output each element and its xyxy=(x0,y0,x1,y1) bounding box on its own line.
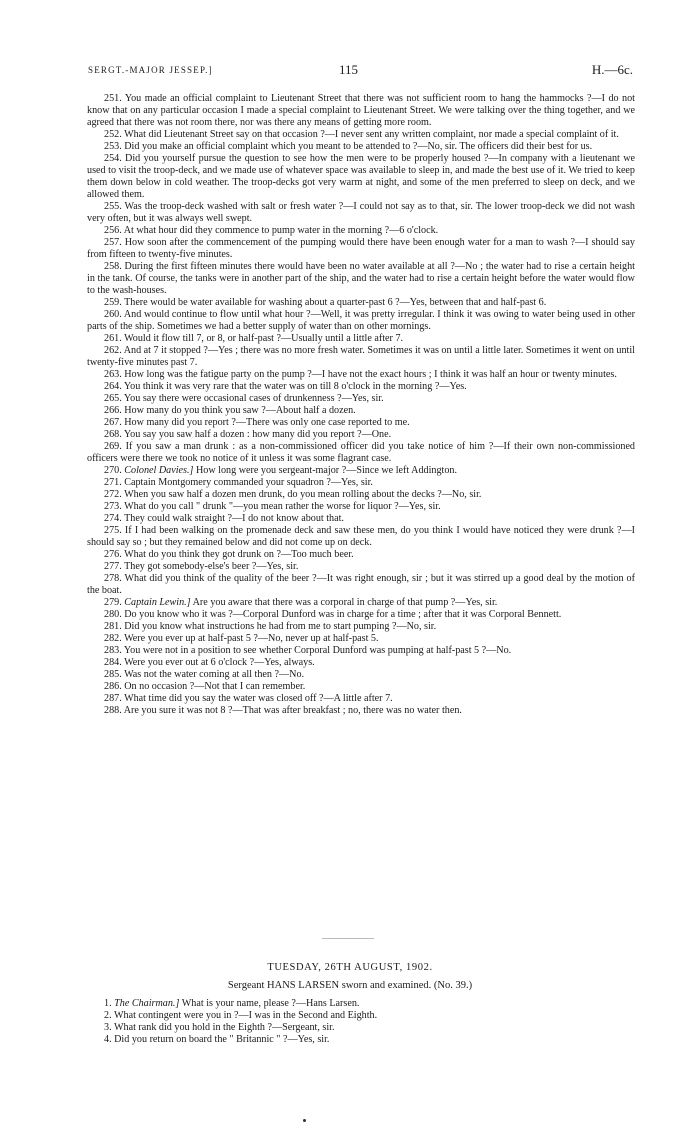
question-265: 265. You say there were occasional cases of drunkenness ?—Yes, sir. xyxy=(104,393,384,404)
question-number: 3. xyxy=(104,1022,112,1033)
question-272: 272. When you saw half a dozen men drunk, do you mean rolling about the decks ?—No, sir. xyxy=(104,489,482,500)
question-280: 280. Do you know who it was ?—Corporal Dunford was in charge for a time ; after that it was Corporal Bennett. xyxy=(104,609,562,620)
question-285: 285. Was not the water coming at all then ?—No. xyxy=(104,669,305,680)
larsen-question-2 xyxy=(104,1010,624,1022)
question-266: 266. How many do you think you saw ?—About half a dozen. xyxy=(104,405,356,416)
larsen-question-1 xyxy=(104,998,624,1010)
question-254: 254. Did you yourself pursue the question to see how the men were to be properly housed ?—In company with a lieutenant we used to visit the troop-deck, and we made use of whatever space was available to sleep in, and made the best use of it. We tried to keep them down below in cold weather. The troop-decks got very warm at night, and some of the men preferred to sleep on deck, and we allowed them. xyxy=(87,153,635,200)
question-279 xyxy=(87,597,635,609)
witness-sworn-line: Sergeant HANS LARSEN sworn and examined. xyxy=(227,980,432,991)
question-261: 261. Would it flow till 7, or 8, or half-past ?—Usually until a little after 7. xyxy=(104,333,404,344)
question-text: What contingent were you in ?—I was in the Second and Eighth. xyxy=(113,1010,378,1021)
question-277: 277. They got somebody-else's beer ?—Yes, sir. xyxy=(104,561,299,572)
witness-heading xyxy=(0,980,700,991)
question-258: 258. During the first fifteen minutes there would have been no water available at all ?—No ; the water had to rise a certain height in the tank. Of course, the tanks were in another part of the ship, and the water had to rise a certain height before the water would flow to the wash-houses. xyxy=(87,261,635,296)
page-mark xyxy=(303,1119,306,1122)
question-275: 275. If I had been walking on the promenade deck and saw these men, do you think I would have noticed they were drunk ?—I should say so ; but they remained below and did not come up on deck. xyxy=(87,525,635,548)
question-256: 256. At what hour did they commence to pump water in the morning ?—6 o'clock. xyxy=(104,225,439,236)
question-text: What rank did you hold in the Eighth ?—Sergeant, sir. xyxy=(113,1022,335,1033)
question-text: Did you return on board the " Britannic " ?—Yes, sir. xyxy=(114,1034,330,1045)
question-288: 288. Are you sure it was not 8 ?—That was after breakfast ; no, there was no water then. xyxy=(104,705,462,716)
question-284: 284. Were you ever out at 6 o'clock ?—Yes, always. xyxy=(104,657,315,668)
question-264: 264. You think it was very rare that the water was on till 8 o'clock in the morning ?—Yes. xyxy=(104,381,467,392)
question-259: 259. There would be water available for washing about a quarter-past 6 ?—Yes, between that and half-past 6. xyxy=(104,297,547,308)
question-number: 4. xyxy=(104,1034,112,1045)
question-262: 262. And at 7 it stopped ?—Yes ; there was no more fresh water. Sometimes it was on until a little later. Sometimes it went on until twenty-five minutes past 7. xyxy=(87,345,635,368)
witness-number: (No. 39.) xyxy=(433,980,473,991)
larsen-question-3 xyxy=(104,1022,624,1034)
question-260: 260. And would continue to flow until what hour ?—Well, it was pretty irregular. I think it was owing to water being used in other parts of the ship. Sometimes we had a better supply of water than on other mornings. xyxy=(87,309,635,332)
speaker-name: Colonel Davies.] xyxy=(124,465,194,476)
question-267: 267. How many did you report ?—There was only one case reported to me. xyxy=(104,417,410,428)
question-number: 279. xyxy=(104,597,122,608)
question-255: 255. Was the troop-deck washed with salt or fresh water ?—I could not say as to that, sir. The lower troop-deck we did not wash very often, but it was always well swept. xyxy=(87,201,635,224)
question-text: Are you aware that there was a corporal in charge of that pump ?—Yes, sir. xyxy=(192,597,498,608)
question-269: 269. If you saw a man drunk : as a non-commissioned officer did you take notice of him ?—If their own non-commissioned officers were there we took no notice of it unless it was some flagrant case. xyxy=(87,441,635,464)
larsen-testimony xyxy=(104,998,624,1046)
question-text: What is your name, please ?—Hans Larsen. xyxy=(181,998,360,1009)
question-270 xyxy=(87,465,635,477)
question-278: 278. What did you think of the quality of the beer ?—It was right enough, sir ; but it was stirred up a good deal by the motion of the boat. xyxy=(87,573,635,596)
speaker-name: Captain Lewin.] xyxy=(124,597,191,608)
question-273: 273. What do you call " drunk "—you mean rather the worse for liquor ?—Yes, sir. xyxy=(104,501,441,512)
running-head-witness: SERGT.-MAJOR JESSEP.] xyxy=(88,65,213,75)
session-date: TUESDAY, 26TH AUGUST, 1902. xyxy=(267,962,433,973)
question-263: 263. How long was the fatigue party on the pump ?—I have not the exact hours ; I think it was half an hour or twenty minutes. xyxy=(104,369,617,380)
question-286: 286. On no occasion ?—Not that I can remember. xyxy=(104,681,306,692)
question-283: 283. You were not in a position to see whether Corporal Dunford was pumping at half-past 5 ?—No. xyxy=(104,645,512,656)
document-reference: H.—6c. xyxy=(591,62,633,77)
testimony-body xyxy=(87,93,635,717)
question-251: 251. You made an official complaint to Lieutenant Street that there was not sufficient room to hang the hammocks ?—I do not know that on any particular occasion I made a special complaint to Lieutenant Street. We were talking over the thing together, and we agreed that there was not room there, nor was there any means of getting more room. xyxy=(87,93,635,128)
larsen-question-4 xyxy=(104,1034,624,1046)
question-287: 287. What time did you say the water was closed off ?—A little after 7. xyxy=(104,693,393,704)
question-282: 282. Were you ever up at half-past 5 ?—No, never up at half-past 5. xyxy=(104,633,379,644)
question-257: 257. How soon after the commencement of the pumping would there have been enough water for a man to wash ?—I should say from fifteen to twenty-five minutes. xyxy=(87,237,635,260)
page-number: 115 xyxy=(339,62,359,77)
question-274: 274. They could walk straight ?—I do not know about that. xyxy=(104,513,344,524)
question-281: 281. Did you know what instructions he had from me to start pumping ?—No, sir. xyxy=(104,621,437,632)
question-text: How long were you sergeant-major ?—Since we left Addington. xyxy=(195,465,457,476)
question-number: 270. xyxy=(104,465,122,476)
section-divider xyxy=(322,938,374,939)
question-253: 253. Did you make an official complaint which you meant to be attended to ?—No, sir. The officers did their best for us. xyxy=(104,141,593,152)
question-271: 271. Captain Montgomery commanded your squadron ?—Yes, sir. xyxy=(104,477,373,488)
question-276: 276. What do you think they got drunk on ?—Too much beer. xyxy=(104,549,354,560)
question-number: 2. xyxy=(104,1010,112,1021)
question-268: 268. You say you saw half a dozen : how many did you report ?—One. xyxy=(104,429,392,440)
question-252: 252. What did Lieutenant Street say on that occasion ?—I never sent any written complaint, nor made a special complaint of it. xyxy=(104,129,619,140)
speaker-name: The Chairman.] xyxy=(114,998,180,1009)
question-number: 1. xyxy=(104,998,112,1009)
page-header xyxy=(88,62,633,80)
